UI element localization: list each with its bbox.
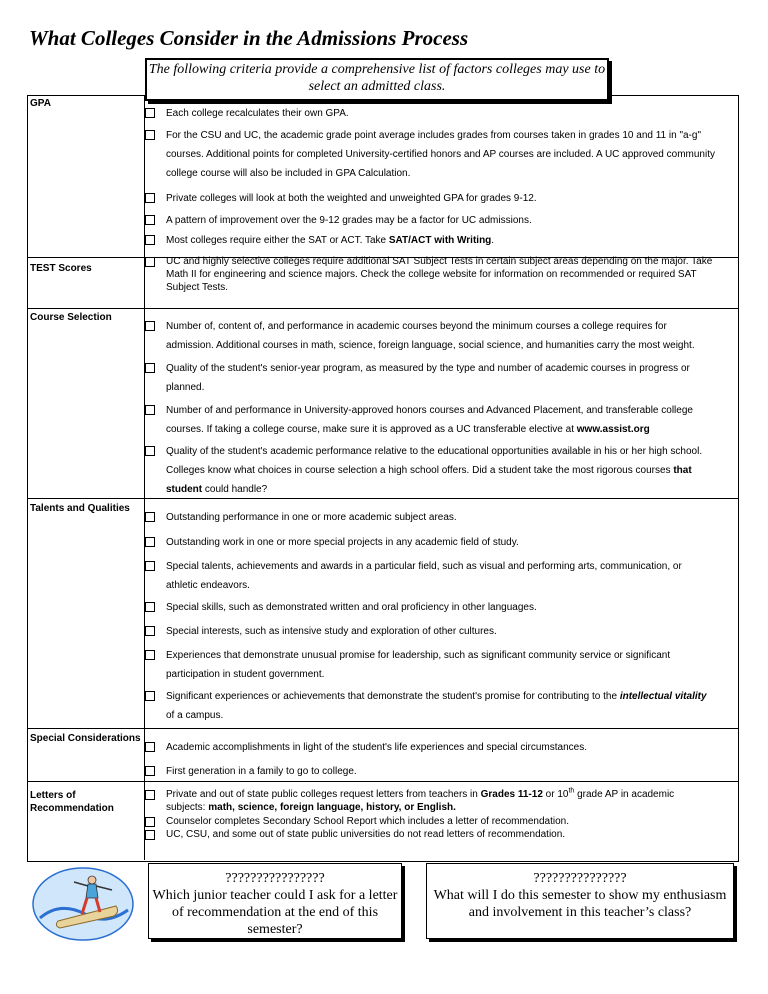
criteria-item: Quality of the student's academic performance relative to the educational opportunities available in his or her high school. Colleges know what choices in course selection a high school offers. Did a student take the most rigorous courses that student could handle? xyxy=(166,442,716,499)
checkbox-icon xyxy=(145,321,155,331)
criteria-item: Special talents, achievements and awards in a particular field, such as visual and performing arts, communication, or athletic endeavors. xyxy=(166,557,716,595)
criteria-item: Academic accomplishments in light of the student's life experiences and special circumstances. xyxy=(166,738,716,757)
checkbox-icon xyxy=(145,446,155,456)
checkbox-icon xyxy=(145,512,155,522)
criteria-item: Private colleges will look at both the weighted and unweighted GPA for grades 9-12. xyxy=(166,189,716,208)
checkbox-icon xyxy=(145,193,155,203)
criteria-item: For the CSU and UC, the academic grade point average includes grades from courses taken in grades 10 and 11 in "a-g" courses. Additional points for completed University-certified honors and AP courses are included. A UC approved community college course will also be included in GPA Calculation. xyxy=(166,126,716,183)
question-text: What will I do this semester to show my enthusiasm and involvement in this teacher’s class? xyxy=(433,888,727,920)
checkbox-icon xyxy=(145,830,155,840)
checkbox-icon xyxy=(145,817,155,827)
question-text: Which junior teacher could I ask for a letter of recommendation at the end of this semester? xyxy=(152,888,398,937)
checkbox-icon xyxy=(145,602,155,612)
criteria-item: UC, CSU, and some out of state public universities do not read letters of recommendation. xyxy=(166,828,716,841)
row-divider xyxy=(27,781,738,782)
checkbox-icon xyxy=(145,363,155,373)
intro-callout: The following criteria provide a comprehensive list of factors colleges may use to select an admitted class. xyxy=(145,58,609,101)
criteria-item: Counselor completes Secondary School Report which includes a letter of recommendation. xyxy=(166,815,716,828)
checkbox-icon xyxy=(145,130,155,140)
criteria-item: UC and highly selective colleges require additional SAT Subject Tests in certain subject areas depending on the major. Take Math II for engineering and science majors. Check the college website for information on recommended or required SAT Subject Tests. xyxy=(166,255,716,294)
checkbox-icon xyxy=(145,691,155,701)
category-test-scores: TEST Scores xyxy=(30,263,92,274)
surfer-clipart-icon xyxy=(30,866,136,942)
question-box-junior-teacher: ???????????????? Which junior teacher could I ask for a letter of recommendation at the end of this semester? xyxy=(148,863,402,939)
criteria-item: Most colleges require either the SAT or ACT. Take SAT/ACT with Writing. xyxy=(166,231,716,250)
criteria-item: First generation in a family to go to college. xyxy=(166,762,716,781)
criteria-item: Each college recalculates their own GPA. xyxy=(166,104,716,123)
checkbox-icon xyxy=(145,790,155,800)
checkbox-icon xyxy=(145,742,155,752)
checkbox-icon xyxy=(145,405,155,415)
criteria-item: Number of, content of, and performance in academic courses beyond the minimum courses a college requires for admission. Additional courses in math, science, foreign language, social science, and humanities carry the most weight. xyxy=(166,317,716,355)
category-letters: Letters of Recommendation xyxy=(30,790,114,814)
category-special-considerations: Special Considerations xyxy=(30,733,141,744)
criteria-item: A pattern of improvement over the 9-12 grades may be a factor for UC admissions. xyxy=(166,211,716,230)
checkbox-icon xyxy=(145,561,155,571)
category-talents: Talents and Qualities xyxy=(30,503,130,514)
checkbox-icon xyxy=(145,766,155,776)
criteria-item: Significant experiences or achievements that demonstrate the student's promise for contributing to the intellectual vitality of a campus. xyxy=(166,687,716,725)
criteria-item: Number of and performance in University-approved honors courses and Advanced Placement, and transferable college courses. If taking a college course, make sure it is approved as a UC transferable elective at www.assist.org xyxy=(166,401,716,439)
checkbox-icon xyxy=(145,537,155,547)
criteria-item: Special skills, such as demonstrated written and oral proficiency in other languages. xyxy=(166,598,716,617)
row-divider xyxy=(27,728,738,729)
checkbox-icon xyxy=(145,257,155,267)
category-course-selection: Course Selection xyxy=(30,312,112,323)
checkbox-icon xyxy=(145,108,155,118)
category-gpa: GPA xyxy=(30,98,51,109)
row-divider xyxy=(27,308,738,309)
checkbox-icon xyxy=(145,650,155,660)
checkbox-icon xyxy=(145,235,155,245)
page-title: What Colleges Consider in the Admissions Process xyxy=(29,26,469,50)
criteria-item: Experiences that demonstrate unusual promise for leadership, such as significant community service or significant participation in student government. xyxy=(166,646,716,684)
criteria-item: Outstanding work in one or more special projects in any academic field of study. xyxy=(166,533,716,552)
criteria-item: Outstanding performance in one or more academic subject areas. xyxy=(166,508,716,527)
criteria-item: Private and out of state public colleges request letters from teachers in Grades 11-12 or 10th grade AP in academic subjects: math, science, foreign language, history, or English. xyxy=(166,788,716,814)
checkbox-icon xyxy=(145,215,155,225)
criteria-item: Quality of the student's senior-year program, as measured by the type and number of academic courses in progress or planned. xyxy=(166,359,716,397)
checkbox-icon xyxy=(145,626,155,636)
question-box-enthusiasm: ??????????????? What will I do this semester to show my enthusiasm and involvement in this teacher’s class? xyxy=(426,863,734,939)
criteria-item: Special interests, such as intensive study and exploration of other cultures. xyxy=(166,622,716,641)
